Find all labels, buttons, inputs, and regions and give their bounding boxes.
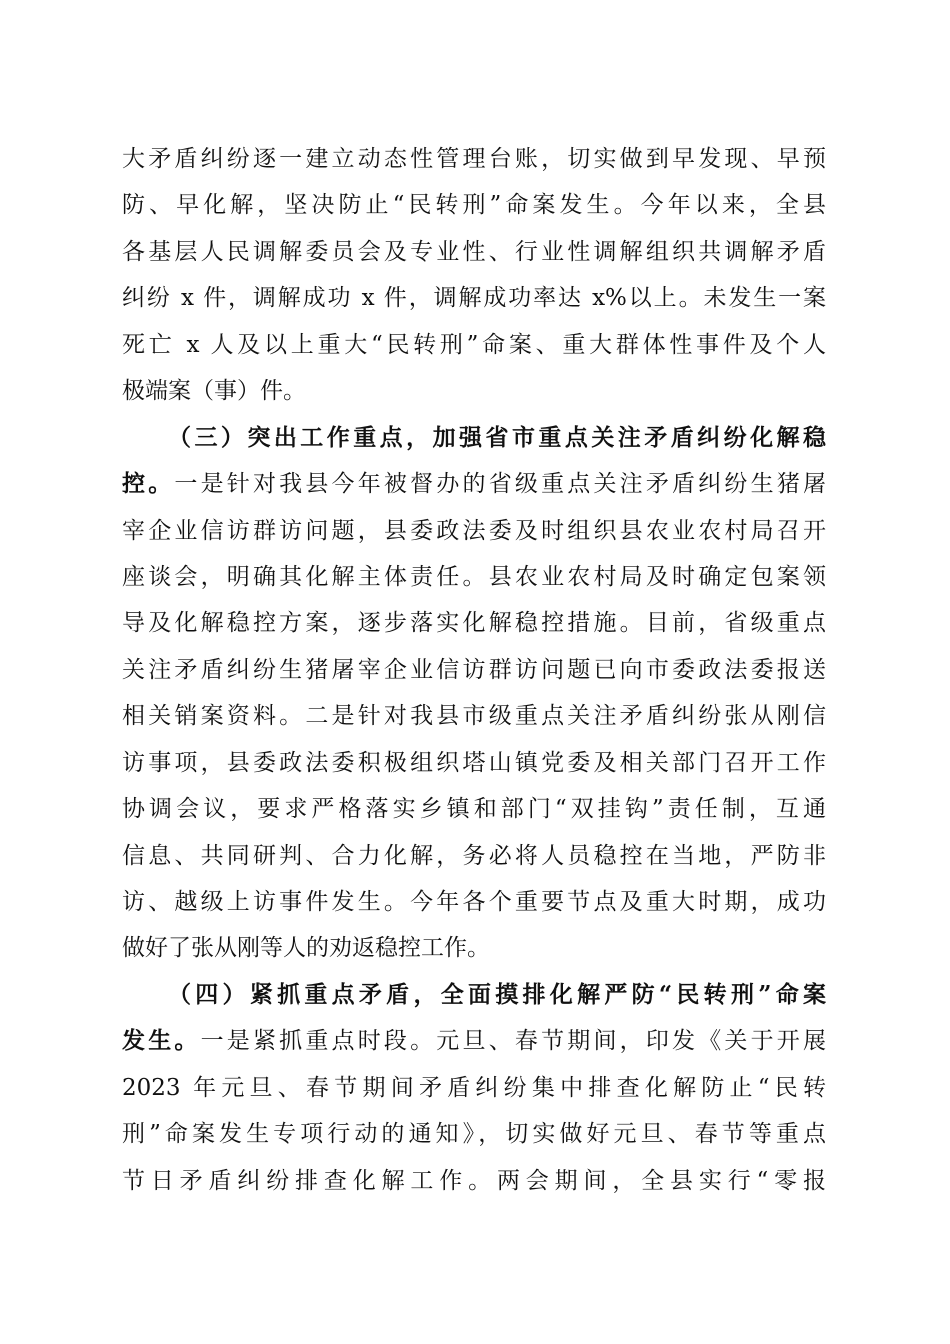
section-heading: （三）突出工作重点，加强省市重点关注矛盾纠纷化解稳 [168, 423, 826, 451]
text-line: 死亡 x 人及以上重大“民转刑”命案、重大群体性事件及个人 [122, 331, 826, 358]
text-line: 刑”命案发生专项行动的通知》，切实做好元旦、春节等重点 [122, 1121, 826, 1148]
text-line [122, 1018, 826, 1064]
text-line: 导及化解稳控方案，逐步落实化解稳控措施。目前，省级重点 [122, 610, 826, 637]
paragraph-section-3 [122, 415, 826, 972]
text-line: 座谈会，明确其化解主体责任。县农业农村局及时确定包案领 [122, 563, 826, 590]
text-line: 防、早化解，坚决防止“民转刑”命案发生。今年以来，全县 [122, 192, 826, 219]
text-line: 做好了张从刚等人的劝返稳控工作。 [122, 935, 490, 962]
paragraph-section-4 [122, 972, 826, 1204]
section-heading-continuation: 控。 [122, 470, 175, 498]
section-heading-continuation: 发生。 [122, 1027, 201, 1055]
text-line: 纠纷 x 件，调解成功 x 件，调解成功率达 x%以上。未发生一案 [122, 285, 826, 312]
text-run: 一是针对我县今年被督办的省级重点关注矛盾纠纷生猪屠 [174, 471, 826, 498]
text-line: 相关销案资料。二是针对我县市级重点关注矛盾纠纷张从刚信 [122, 703, 826, 730]
text-line: 节日矛盾纠纷排查化解工作。两会期间，全县实行“零报 [122, 1167, 826, 1194]
paragraph-continuation [122, 136, 826, 415]
text-run: 一是紧抓重点时段。元旦、春节期间，印发《关于开展 [200, 1028, 826, 1055]
document-body [122, 136, 826, 1204]
text-line: 极端案（事）件。 [122, 378, 306, 405]
text-line: 大矛盾纠纷逐一建立动态性管理台账，切实做到早发现、早预 [122, 146, 826, 172]
text-line: 访、越级上访事件发生。今年各个重要节点及重大时期，成功 [122, 889, 826, 915]
text-line: 信息、共同研判、合力化解，务必将人员稳控在当地，严防非 [122, 842, 826, 869]
text-line: 宰企业信访群访问题，县委政法委及时组织县农业农村局召开 [122, 517, 826, 544]
text-line: 各基层人民调解委员会及专业性、行业性调解组织共调解矛盾 [122, 238, 826, 265]
text-line: 访事项，县委政法委积极组织塔山镇党委及相关部门召开工作 [122, 749, 826, 776]
section-heading: （四）紧抓重点矛盾，全面摸排化解严防“民转刑”命案 [168, 980, 826, 1008]
text-line: 协调会议，要求严格落实乡镇和部门“双挂钩”责任制，互通 [122, 796, 826, 823]
text-line [122, 461, 826, 507]
text-line: 2023 年元旦、春节期间矛盾纠纷集中排查化解防止“民转 [122, 1074, 826, 1101]
text-line: 关注矛盾纠纷生猪屠宰企业信访群访问题已向市委政法委报送 [122, 656, 826, 683]
